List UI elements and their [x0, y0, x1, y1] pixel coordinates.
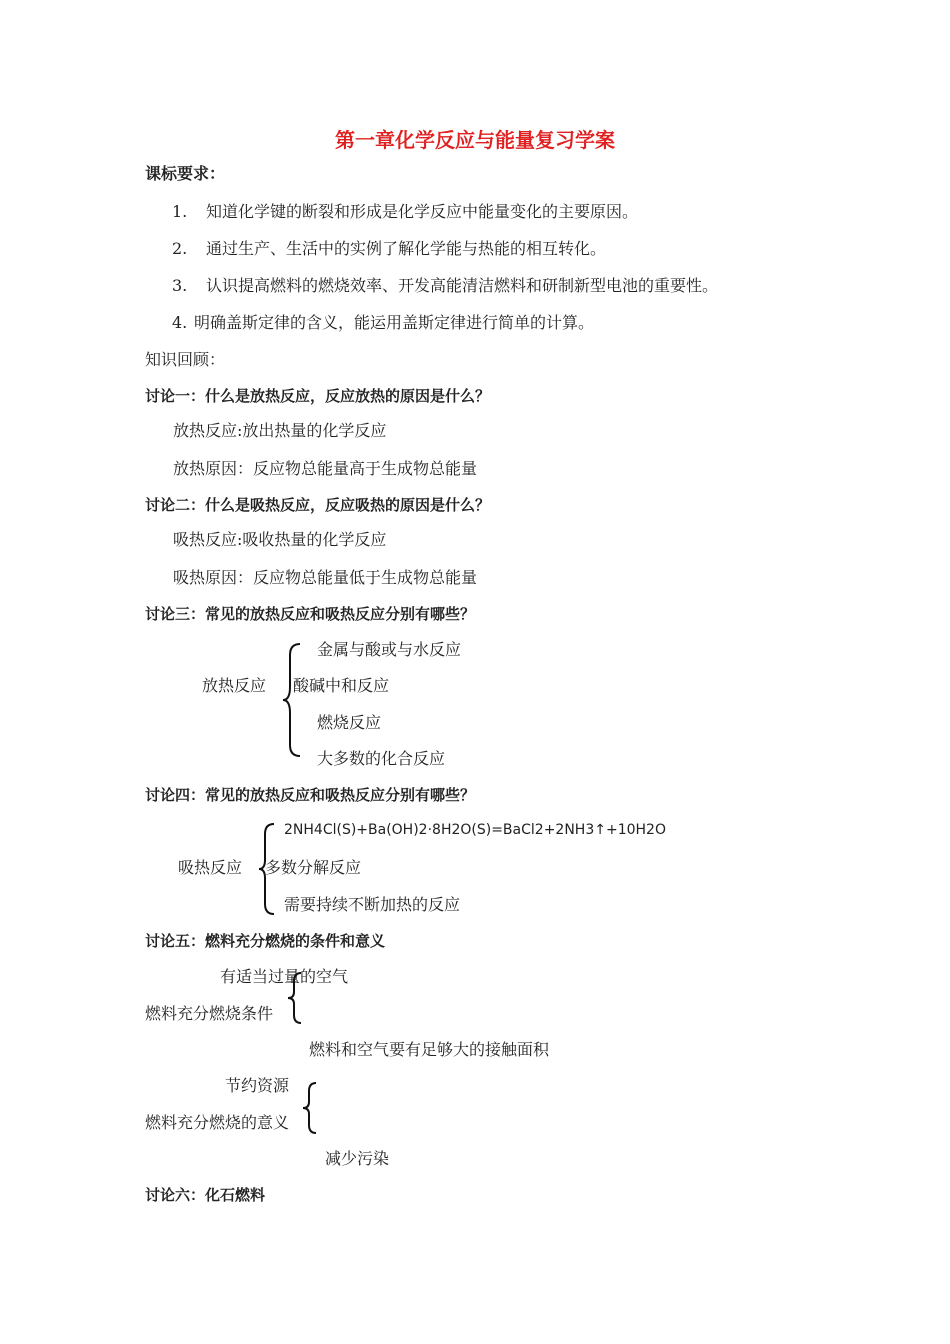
- requirements-heading: 课标要求：: [145, 164, 226, 183]
- discussion-5-heading: 讨论五：燃料充分燃烧的条件和意义: [145, 932, 386, 950]
- discussion-6-heading: 讨论六：化石燃料: [145, 1186, 266, 1204]
- requirement-text: 明确盖斯定律的含义，能运用盖斯定律进行简单的计算。: [194, 313, 595, 332]
- discussion-4-heading: 讨论四：常见的放热反应和吸热反应分别有哪些？: [145, 786, 476, 804]
- condition-label: 燃料充分燃烧条件: [145, 1004, 274, 1023]
- exothermic-label: 放热反应: [202, 676, 267, 695]
- left-brace: [302, 1082, 318, 1134]
- requirement-num: 1.: [172, 202, 188, 221]
- requirement-num: 3.: [172, 276, 188, 295]
- endothermic-item: 多数分解反应: [265, 858, 362, 877]
- discussion-2-line: 吸热原因：反应物总能量低于生成物总能量: [173, 568, 478, 587]
- requirement-num: 2.: [172, 239, 188, 258]
- discussion-2-line: 吸热反应:吸收热量的化学反应: [173, 530, 387, 549]
- requirement-text: 认识提高燃料的燃烧效率、开发高能清洁燃料和研制新型电池的重要性。: [206, 276, 719, 295]
- left-brace: [282, 643, 302, 757]
- significance-item: 减少污染: [325, 1149, 390, 1168]
- discussion-1-line: 放热原因：反应物总能量高于生成物总能量: [173, 459, 478, 478]
- discussion-2-heading: 讨论二：什么是吸热反应，反应吸热的原因是什么？: [145, 496, 491, 514]
- endothermic-item: 需要持续不断加热的反应: [284, 895, 461, 914]
- significance-item: 节约资源: [225, 1076, 290, 1095]
- exothermic-item: 燃烧反应: [317, 713, 382, 732]
- requirement-text: 通过生产、生活中的实例了解化学能与热能的相互转化。: [206, 239, 607, 258]
- exothermic-item: 酸碱中和反应: [293, 676, 390, 695]
- discussion-3-heading: 讨论三：常见的放热反应和吸热反应分别有哪些？: [145, 605, 476, 623]
- discussion-1-line: 放热反应:放出热量的化学反应: [173, 421, 387, 440]
- left-brace: [287, 972, 303, 1024]
- page-title: 第一章化学反应与能量复习学案: [335, 128, 615, 152]
- discussion-1-heading: 讨论一：什么是放热反应，反应放热的原因是什么？: [145, 387, 491, 405]
- condition-item: 燃料和空气要有足够大的接触面积: [309, 1040, 550, 1059]
- significance-label: 燃料充分燃烧的意义: [145, 1113, 290, 1132]
- requirement-num: 4.: [172, 313, 188, 332]
- review-label: 知识回顾：: [145, 350, 226, 369]
- endothermic-item: 2NH4Cl(S)+Ba(OH)2·8H2O(S)=BaCl2+2NH3↑+10H2O: [284, 822, 666, 838]
- exothermic-item: 大多数的化合反应: [317, 749, 446, 768]
- condition-item: 有适当过量的空气: [220, 967, 349, 986]
- exothermic-item: 金属与酸或与水反应: [317, 640, 462, 659]
- requirement-text: 知道化学键的断裂和形成是化学反应中能量变化的主要原因。: [206, 202, 639, 221]
- endothermic-label: 吸热反应: [178, 858, 243, 877]
